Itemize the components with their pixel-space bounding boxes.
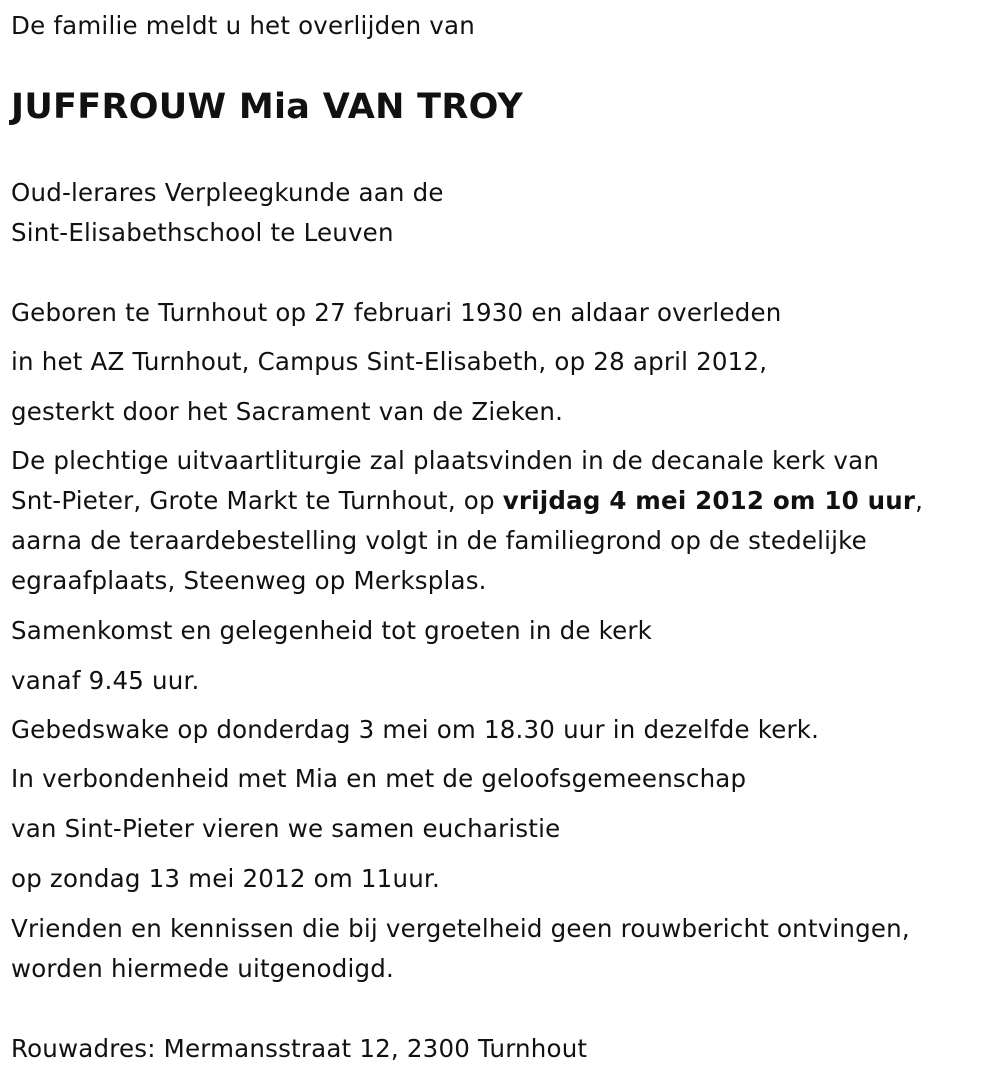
funeral-line-1: De plechtige uitvaartliturgie zal plaatsvinden in de decanale kerk van [11, 446, 880, 475]
eucharist-line-1: In verbondenheid met Mia en met de geloofsgemeenschap [11, 764, 747, 793]
deceased-name: JUFFROUW Mia VAN TROY [11, 87, 524, 127]
funeral-line-2 [11, 486, 923, 516]
gathering-line-2: vanaf 9.45 uur. [11, 666, 200, 695]
born-died-line-1: Geboren te Turnhout op 27 februari 1930 en aldaar overleden [11, 298, 782, 327]
funeral-line-4: egraafplaats, Steenweg op Merksplas. [11, 566, 487, 595]
mourning-address: Rouwadres: Mermansstraat 12, 2300 Turnhout [11, 1034, 588, 1063]
occupation-line-1: Oud-lerares Verpleegkunde aan de [11, 178, 444, 207]
gathering-line-1: Samenkomst en gelegenheid tot groeten in de kerk [11, 616, 653, 645]
intro-text: De familie meldt u het overlijden van [11, 11, 475, 40]
eucharist-line-2: van Sint-Pieter vieren we samen eucharistie [11, 814, 561, 843]
invitation-line-2: worden hiermede uitgenodigd. [11, 954, 394, 983]
eucharist-line-3: op zondag 13 mei 2012 om 11uur. [11, 864, 440, 893]
born-died-line-3: gesterkt door het Sacrament van de Zieken. [11, 397, 564, 426]
funeral-location: Snt-Pieter, Grote Markt te Turnhout, op [11, 486, 503, 515]
funeral-line-3: aarna de teraardebestelling volgt in de familiegrond op de stedelijke [11, 526, 867, 555]
born-died-line-2: in het AZ Turnhout, Campus Sint-Elisabeth, op 28 april 2012, [11, 347, 768, 376]
funeral-datetime: vrijdag 4 mei 2012 om 10 uur [502, 486, 916, 515]
invitation-line-1: Vrienden en kennissen die bij vergetelheid geen rouwbericht ontvingen, [11, 914, 910, 943]
occupation-line-2: Sint-Elisabethschool te Leuven [11, 218, 394, 247]
funeral-line-2-suffix: , [915, 486, 924, 515]
vigil-text: Gebedswake op donderdag 3 mei om 18.30 uur in dezelfde kerk. [11, 715, 820, 744]
